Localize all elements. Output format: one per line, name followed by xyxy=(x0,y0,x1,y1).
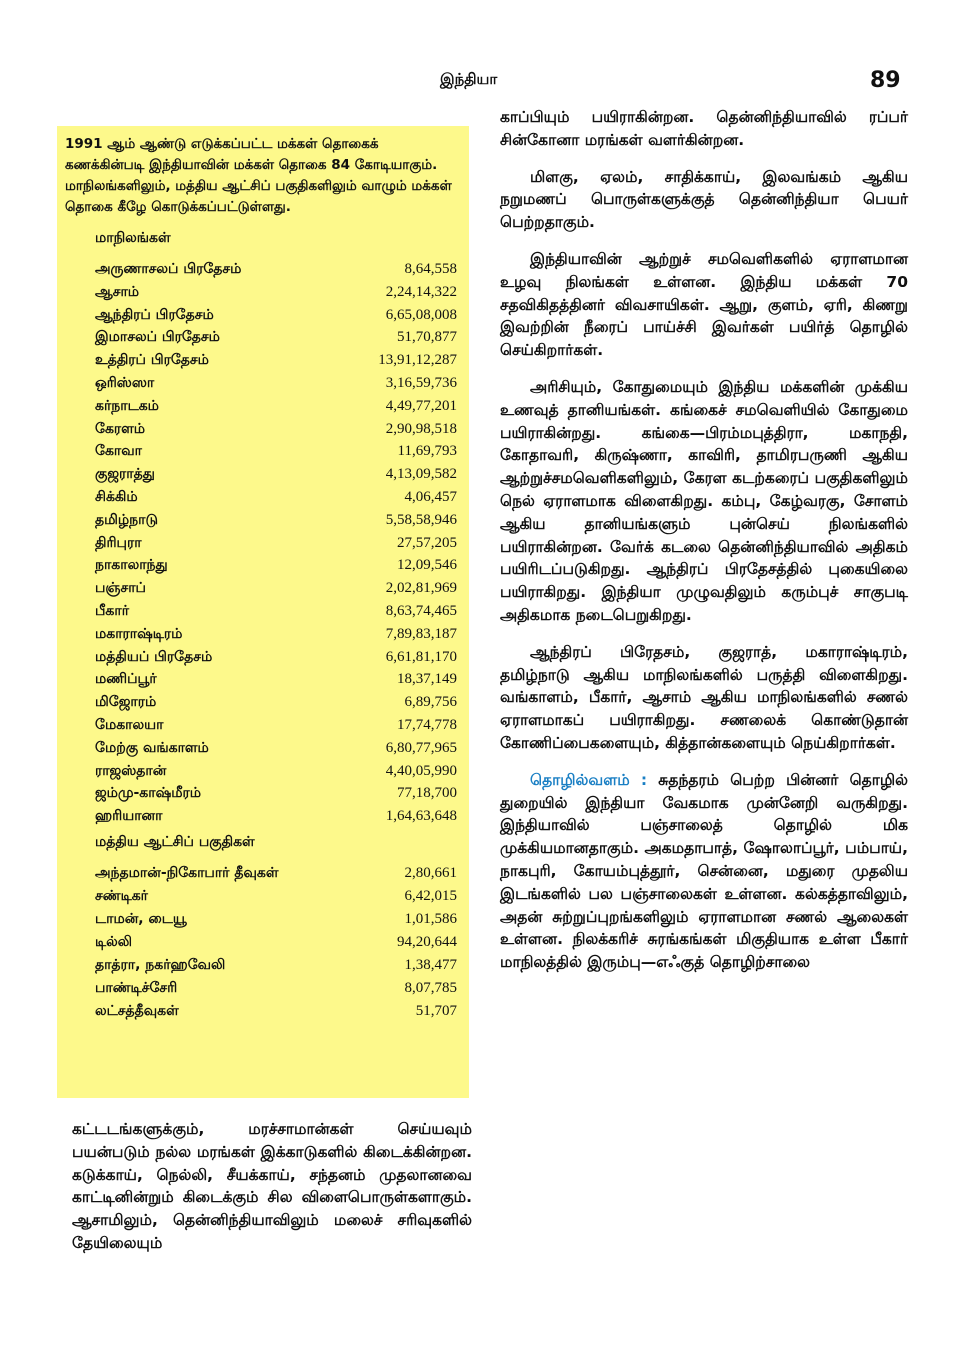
population-value: 8,64,558 xyxy=(404,261,457,277)
region-name: மேகாலயா xyxy=(95,716,164,733)
region-name: சிக்கிம் xyxy=(95,488,138,505)
region-name: ஆசாம் xyxy=(95,283,140,300)
population-value: 8,07,785 xyxy=(404,979,457,996)
paragraph: காப்பியும் பயிராகின்றன. தென்னிந்தியாவில் ரப்பர் சின்கோனா மரங்கள் வளர்கின்றன. xyxy=(500,108,908,149)
paragraph: அரிசியும், கோதுமையும் இந்திய மக்களின் முக்கிய உணவுத் தானியங்கள். கங்கைச் சமவெளியில் கோதுமை பயிராகின்றது. கங்கை—பிரம்மபுத்திரா, மகாநதி, கோதாவரி, கிருஷ்ணா, காவிரி, தாமிரபருணி ஆகிய ஆற்றுச்சமவெளிகளிலும், கேரள கடற்கரைப் பகுதிகளிலும் நெல் ஏராளமாக விளைகிறது. கம்பு, கேழ்வரகு, சோளம் ஆகிய தானியங்களும் புன்செய் நிலங்களில் பயிராகின்றன. வேர்க் கடலை தென்னிந்தியாவில் அதிகம் பயிரிடப்படுகிறது. ஆந்திரப் பிரதேசத்தில் புகையிலை பயிராகிறது. இந்தியா முழுவதிலும் கரும்புச் சாகுபடி அதிகமாக நடைபெறுகிறது. xyxy=(500,377,908,624)
population-row xyxy=(95,805,457,828)
population-row xyxy=(95,395,457,418)
region-name: மணிப்பூர் xyxy=(95,671,157,688)
region-name: பஞ்சாப் xyxy=(95,580,146,597)
population-value: 6,89,756 xyxy=(404,694,457,711)
paragraph: கட்டடங்களுக்கும், மரச்சாமான்கள் செய்யவும் பயன்படும் நல்ல மரங்கள் இக்காடுகளில் கிடைக்கின்றன. கடுக்காய், நெல்லி, சீயக்காய், சந்தனம் முதலானவை காட்டினின்றும் கிடைக்கும் சில விளைபொருள்களாகும். ஆசாமிலும், தென்னிந்தியாவிலும் மலைச் சரிவுகளில் தேயிலையும் xyxy=(72,1120,472,1252)
population-row xyxy=(95,691,457,714)
region-name: ஹரியானா xyxy=(95,808,163,825)
paragraph-industry xyxy=(500,769,908,974)
population-value: 2,80,661 xyxy=(404,864,457,881)
population-value: 2,02,81,969 xyxy=(385,580,457,597)
states-heading: மாநிலங்கள் xyxy=(95,230,171,246)
paragraph: இந்தியாவின் ஆற்றுச் சமவெளிகளில் ஏராளமான உழவு நிலங்கள் உள்ளன. இந்திய மக்கள் 70 சதவிகிதத்தினர் விவசாயிகள். ஆறு, குளம், ஏரி, கிணறு இவற்றின் நீரைப் பாய்ச்சி இவர்கள் பயிர்த் தொழில் செய்கிறார்கள். xyxy=(500,249,908,360)
population-value: 4,06,457 xyxy=(404,488,457,505)
population-value: 4,13,09,582 xyxy=(385,466,457,483)
region-name: லட்சத்தீவுகள் xyxy=(95,1002,179,1019)
population-row xyxy=(95,304,457,327)
population-value: 4,49,77,201 xyxy=(385,397,457,414)
population-row xyxy=(95,977,457,1000)
population-value: 8,63,74,465 xyxy=(385,602,457,619)
population-row xyxy=(95,463,457,486)
population-row xyxy=(95,600,457,623)
population-row xyxy=(95,714,457,737)
region-name: அந்தமான்-நிகோபார் தீவுகள் xyxy=(95,864,279,881)
region-name: மத்தியப் பிரதேசம் xyxy=(95,648,213,665)
page-header-title: இந்தியா xyxy=(440,70,498,88)
population-row xyxy=(95,440,457,463)
population-row xyxy=(95,1000,457,1023)
population-value: 12,09,546 xyxy=(397,557,457,574)
population-row xyxy=(95,954,457,977)
industry-text: சுதந்தரம் பெற்ற பின்னர் தொழில் துறையில் இந்தியா வேகமாக முன்னேறி வருகிறது. இந்தியாவில் பஞ்சாலைத் தொழில் மிக முக்கியமானதாகும். அகமதாபாத், ஷோலாப்பூர், பம்பாய், நாகபுரி, கோயம்புத்தூர், சென்னை, மதுரை முதலிய இடங்களில் பல பஞ்சாலைகள் உள்ளன. கல்கத்தாவிலும், அதன் சுற்றுப்புறங்களிலும் ஏராளமான சணல் ஆலைகள் உள்ளன. நிலக்கரிச் சுரங்கங்கள் மிகுதியாக உள்ள பீகார் மாநிலத்தில் இரும்பு—எஃகுத் தொழிற்சாலை xyxy=(500,770,908,972)
population-row xyxy=(95,486,457,509)
region-name: கேரளம் xyxy=(95,420,146,437)
population-value: 17,74,778 xyxy=(397,716,457,733)
region-name: மேற்கு வங்காளம் xyxy=(95,739,209,756)
population-value: 94,20,644 xyxy=(397,933,457,950)
population-value: 1,01,586 xyxy=(404,910,457,927)
region-name: மிஜோரம் xyxy=(95,694,157,711)
region-name: தாத்ரா, நகர்ஹவேலி xyxy=(95,956,226,973)
population-value: 2,90,98,518 xyxy=(385,420,457,437)
region-name: அருணாசலப் பிரதேசம் xyxy=(95,261,242,277)
paragraph: ஆந்திரப் பிரேதசம், குஜராத், மகாராஷ்டிரம், தமிழ்நாடு ஆகிய மாநிலங்களில் பருத்தி விளைகிறது. வங்காளம், பீகார், ஆசாம் ஆகிய மாநிலங்களில் சணல் ஏராளமாகப் பயிராகிறது. சணலைக் கொண்டுதான் கோணிப்பைகளையும், கித்தான்களையும் நெய்கிறார்கள். xyxy=(500,642,908,752)
population-row xyxy=(95,349,457,372)
population-value: 5,58,58,946 xyxy=(385,511,457,528)
population-value: 51,70,877 xyxy=(397,329,457,346)
population-value: 3,16,59,736 xyxy=(385,374,457,391)
region-name: நாகாலாந்து xyxy=(95,557,168,574)
population-value: 77,18,700 xyxy=(397,785,457,802)
region-name: திரிபுரா xyxy=(95,534,142,551)
paragraph: மிளகு, ஏலம், சாதிக்காய், இலவங்கம் ஆகிய நறுமணப் பொருள்களுக்குத் தென்னிந்தியா பெயர் பெற்றதாகும். xyxy=(500,167,908,232)
population-row xyxy=(95,931,457,954)
union-territories-list xyxy=(65,862,461,1023)
union-territories-heading: மத்திய ஆட்சிப் பகுதிகள் xyxy=(95,833,255,850)
population-value: 18,37,149 xyxy=(397,671,457,688)
population-row xyxy=(95,782,457,805)
population-row xyxy=(95,258,457,281)
region-name: சண்டிகர் xyxy=(95,887,148,904)
region-name: ஆந்திரப் பிரதேசம் xyxy=(95,306,214,323)
region-name: கோவா xyxy=(95,443,142,460)
population-row xyxy=(95,908,457,931)
population-row xyxy=(95,577,457,600)
right-text-column xyxy=(500,106,908,988)
population-value: 51,707 xyxy=(415,1002,457,1019)
region-name: தமிழ்நாடு xyxy=(95,511,158,528)
region-name: ராஜஸ்தான் xyxy=(95,762,167,779)
population-row xyxy=(95,885,457,908)
region-name: ஒரிஸ்ஸா xyxy=(95,374,155,391)
region-name: இமாசலப் பிரதேசம் xyxy=(95,329,220,346)
population-row xyxy=(95,554,457,577)
population-row xyxy=(95,646,457,669)
industry-label: தொழில்வளம் : xyxy=(530,770,648,789)
region-name: பாண்டிச்சேரி xyxy=(95,979,178,996)
population-row xyxy=(95,623,457,646)
population-sidebar xyxy=(57,126,469,1098)
population-value: 7,89,83,187 xyxy=(385,625,457,642)
population-value: 6,65,08,008 xyxy=(385,306,457,323)
population-value: 6,61,81,170 xyxy=(385,648,457,665)
population-row xyxy=(95,760,457,783)
population-row xyxy=(95,862,457,885)
region-name: பீகார் xyxy=(95,602,130,619)
population-value: 6,80,77,965 xyxy=(385,739,457,756)
population-value: 1,38,477 xyxy=(404,956,457,973)
population-value: 11,69,793 xyxy=(397,443,457,460)
states-list xyxy=(65,258,461,828)
left-text-column xyxy=(72,1118,472,1269)
population-value: 6,42,015 xyxy=(404,887,457,904)
region-name: டாமன், டையூ xyxy=(95,910,187,927)
region-name: டில்லி xyxy=(95,933,133,950)
population-row xyxy=(95,737,457,760)
population-row xyxy=(95,326,457,349)
population-row xyxy=(95,281,457,304)
region-name: குஜராத்து xyxy=(95,466,155,483)
region-name: மகாராஷ்டிரம் xyxy=(95,625,183,642)
population-row xyxy=(95,372,457,395)
population-row xyxy=(95,532,457,555)
population-value: 2,24,14,322 xyxy=(385,283,457,300)
sidebar-intro: 1991 ஆம் ஆண்டு எடுக்கப்பட்ட மக்கள் தொகைக் கணக்கின்படி இந்தியாவின் மக்கள் தொகை 84 கோடியாகும். மாநிலங்களிலும், மத்திய ஆட்சிப் பகுதிகளிலும் வாழும் மக்கள் தொகை கீழே கொடுக்கப்பட்டுள்ளது. xyxy=(65,136,452,215)
region-name: உத்திரப் பிரதேசம் xyxy=(95,352,209,369)
population-row xyxy=(95,668,457,691)
population-value: 13,91,12,287 xyxy=(378,352,457,369)
region-name: கர்நாடகம் xyxy=(95,397,159,414)
population-value: 1,64,63,648 xyxy=(385,808,457,825)
population-row xyxy=(95,509,457,532)
population-row xyxy=(95,418,457,441)
region-name: ஜம்மு-காஷ்மீரம் xyxy=(95,785,202,802)
page-number: 89 xyxy=(870,68,901,93)
population-value: 4,40,05,990 xyxy=(385,762,457,779)
population-value: 27,57,205 xyxy=(397,534,457,551)
